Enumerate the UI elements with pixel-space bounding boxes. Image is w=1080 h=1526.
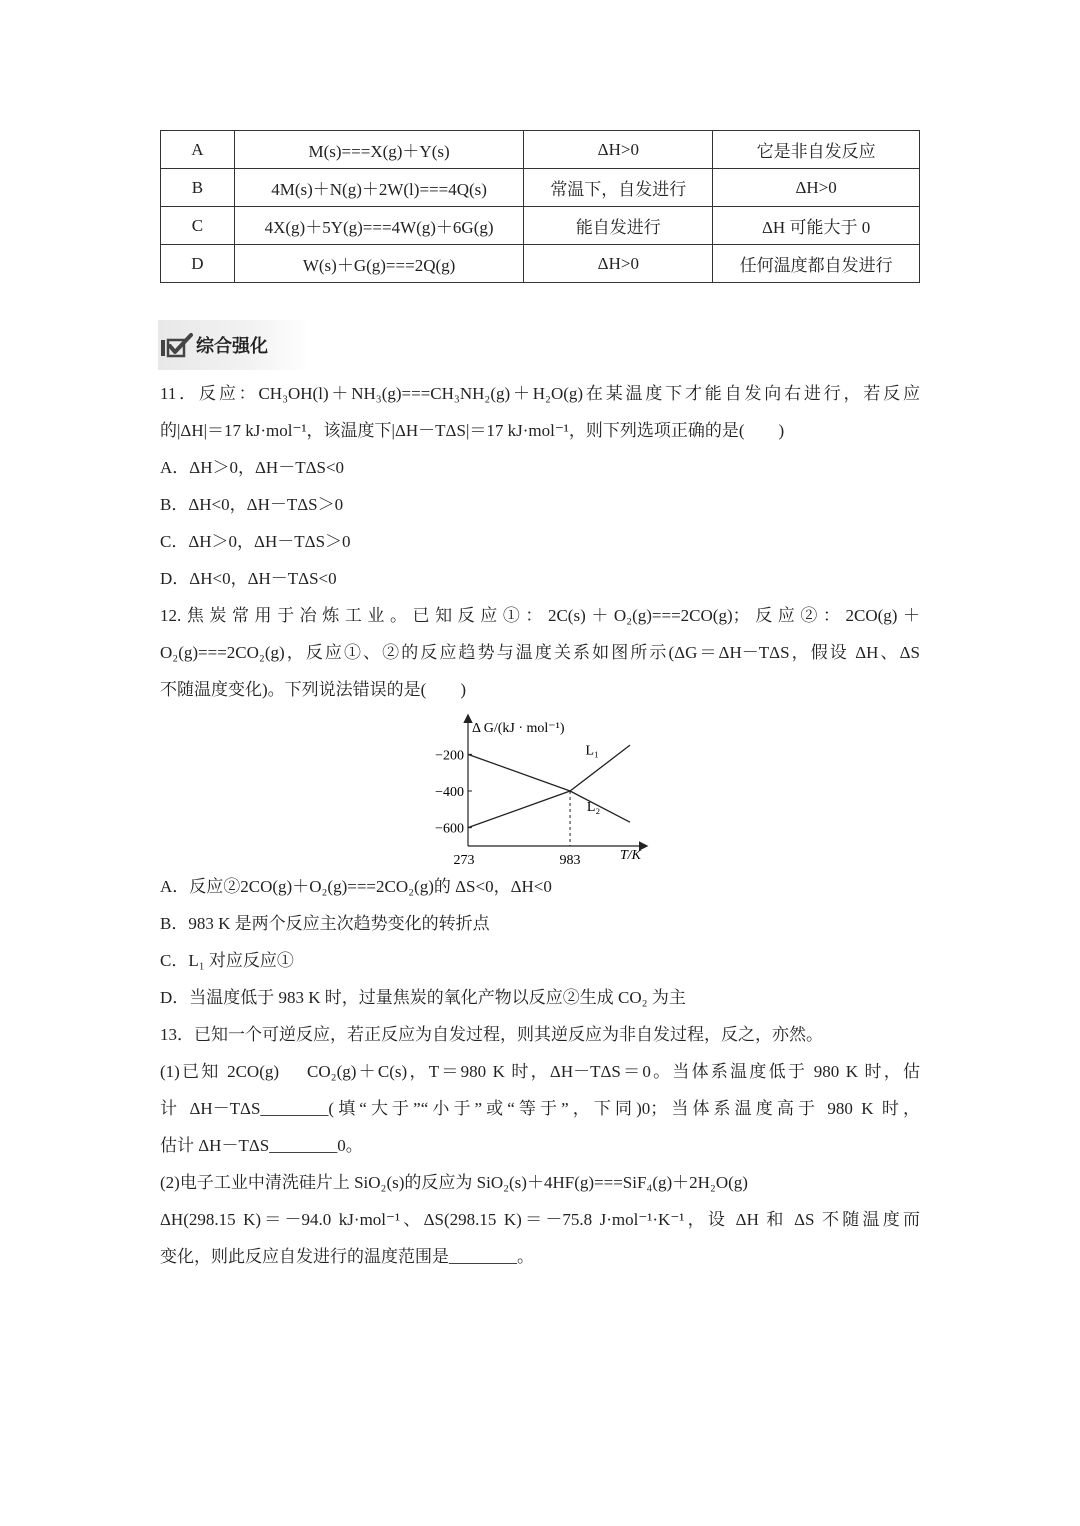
series-line-l1 [468, 745, 630, 828]
q13-part1-line-3: 估计 ΔH－TΔS________0。 [160, 1136, 363, 1155]
table-cell: 能自发进行 [524, 207, 713, 245]
q13-part1-line-1: (1)已知 2CO(g) CO₂(g)＋C(s)，T＝980 K 时，ΔH－TΔS＝0。当体系温度低于 980 K 时，估 [160, 1062, 920, 1081]
section-title: 综合强化 [196, 336, 268, 357]
table-cell: 任何温度都自发进行 [713, 245, 920, 283]
table-cell: D [161, 245, 235, 283]
q11-option-b: B．ΔH<0，ΔH－TΔS＞0 [160, 495, 344, 514]
table-cell: ΔH>0 [713, 169, 920, 207]
x-tick-label: 273 [453, 853, 475, 868]
options-table [160, 130, 920, 283]
q12-line-2: O₂(g)===2CO₂(g)，反应①、②的反应趋势与温度关系如图所示(ΔG＝ΔH－TΔS，假设 ΔH、ΔS [160, 643, 920, 662]
y-tick-label: −400 [435, 785, 464, 800]
q12-option-a: A．反应②2CO(g)＋O₂(g)===2CO₂(g)的 ΔS<0，ΔH<0 [160, 877, 552, 896]
q12-option-c: C．L₁ 对应反应① [160, 951, 294, 970]
table-row [161, 245, 920, 283]
x-tick-label: 983 [559, 853, 581, 868]
y-tick-label: −200 [435, 748, 464, 764]
q11-option-d: D．ΔH<0，ΔH－TΔS<0 [160, 569, 337, 588]
series-label-l1: L₁ [585, 743, 599, 759]
table-cell: 常温下，自发进行 [524, 169, 713, 207]
q11-line-2: 的|ΔH|＝17 kJ·mol⁻¹，该温度下|ΔH－TΔS|＝17 kJ·mol⁻¹，则下列选项正确的是( ) [160, 421, 785, 440]
section-header [158, 320, 310, 370]
y-tick-label: −600 [435, 821, 464, 837]
y-axis-label: Δ G/(kJ · mol⁻¹) [472, 721, 565, 736]
q13-part2-line-2: ΔH(298.15 K)＝－94.0 kJ·mol⁻¹、ΔS(298.15 K)＝－75.8 J·mol⁻¹·K⁻¹，设 ΔH 和 ΔS 不随温度而 [160, 1210, 920, 1229]
table-cell: A [161, 131, 235, 169]
q12-option-b: B．983 K 是两个反应主次趋势变化的转折点 [160, 914, 490, 933]
q12-line-3: 不随温度变化)。下列说法错误的是( ) [160, 680, 466, 699]
table-row [161, 131, 920, 169]
table-cell: 它是非自发反应 [713, 131, 920, 169]
table-cell: ΔH>0 [524, 131, 713, 169]
table-cell: M(s)===X(g)＋Y(s) [234, 131, 524, 169]
table-cell: W(s)＋G(g)===2Q(g) [234, 245, 524, 283]
table-cell: C [161, 207, 235, 245]
series-label-l2: L₂ [586, 800, 601, 816]
checkbox-check-icon [160, 330, 194, 360]
q13-intro: 13．已知一个可逆反应，若正反应为自发过程，则其逆反应为非自发过程，反之，亦然。 [160, 1025, 823, 1044]
table-row [161, 169, 920, 207]
q13-part2-line-1: (2)电子工业中清洗硅片上 SiO₂(s)的反应为 SiO₂(s)＋4HF(g)===SiF₄(g)＋2H₂O(g) [160, 1173, 748, 1192]
q11-line-1: 11．反应：CH₃OH(l)＋NH₃(g)===CH₃NH₂(g)＋H₂O(g)在某温度下才能自发向右进行，若反应 [160, 384, 920, 403]
table-cell: B [161, 169, 235, 207]
q11-option-c: C．ΔH＞0，ΔH－TΔS＞0 [160, 532, 351, 551]
q13-part2-line-3: 变化，则此反应自发进行的温度范围是________。 [160, 1247, 534, 1266]
q12-line-1: 12.焦炭常用于冶炼工业。已知反应①：2C(s)＋O₂(g)===2CO(g)；反应②：2CO(g)＋ [160, 606, 920, 625]
delta-g-chart [420, 712, 660, 870]
table-row [161, 207, 920, 245]
table-cell: 4M(s)＋N(g)＋2W(l)===4Q(s) [234, 169, 524, 207]
table-cell: ΔH 可能大于 0 [713, 207, 920, 245]
q11-option-a: A．ΔH＞0，ΔH－TΔS<0 [160, 458, 345, 477]
q13-part1-line-2: 计 ΔH－TΔS________(填“大于”“小于”或“等于”，下同)0；当体系温度高于 980 K 时， [160, 1099, 920, 1118]
q12-option-d: D．当温度低于 983 K 时，过量焦炭的氧化产物以反应②生成 CO₂ 为主 [160, 988, 686, 1007]
table-cell: ΔH>0 [524, 245, 713, 283]
x-axis-label: T/K [620, 848, 642, 863]
table-cell: 4X(g)＋5Y(g)===4W(g)＋6G(g) [234, 207, 524, 245]
